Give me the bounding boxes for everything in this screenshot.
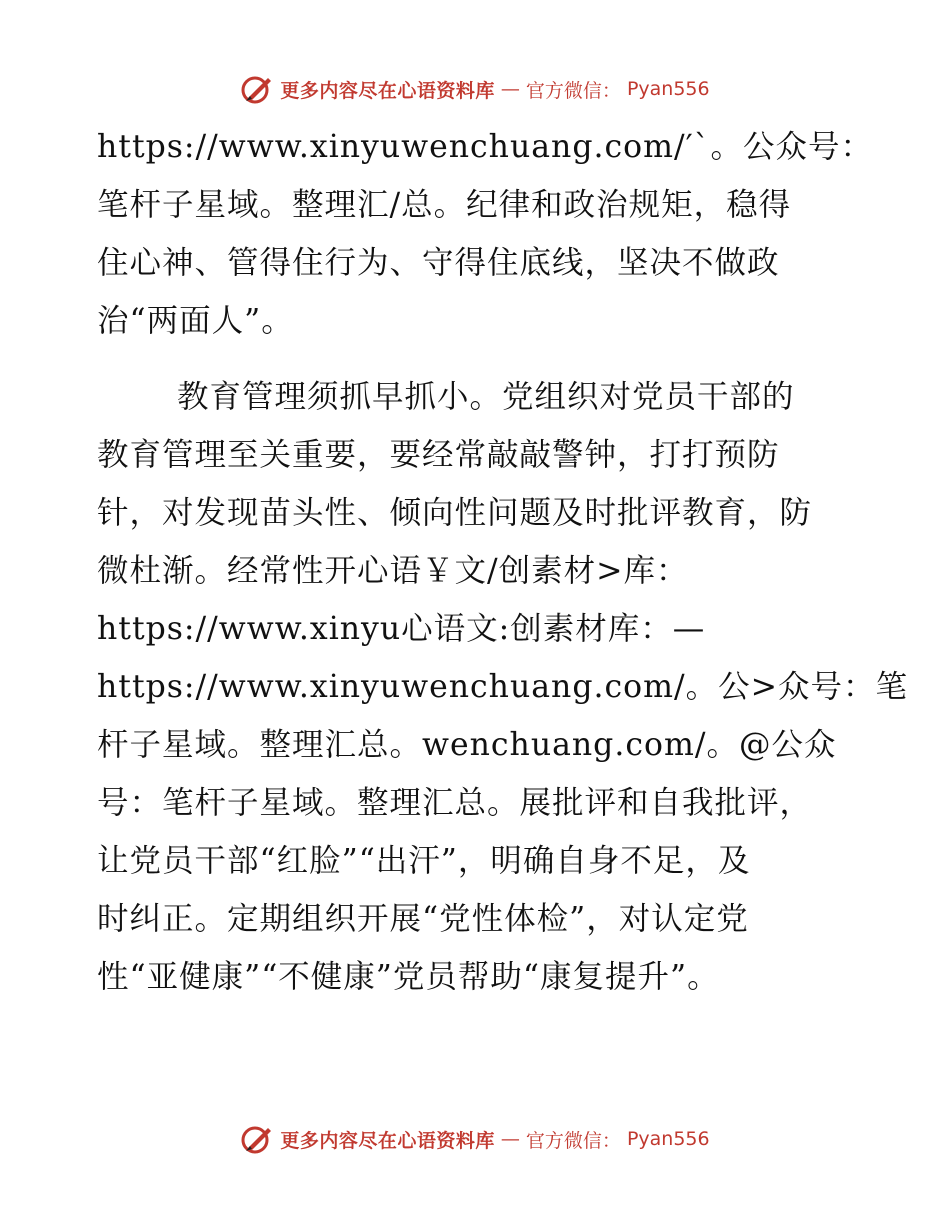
paragraph-2 xyxy=(97,368,908,1006)
text-line: 杆子星域。整理汇总。wenchuang.com/。@公众 xyxy=(97,727,837,763)
text-line: 针，对发现苗头性、倾向性问题及时批评教育，防 xyxy=(97,495,813,531)
text-line: https://www.xinyuwenchuang.com/。公>众号：笔 xyxy=(97,669,908,705)
text-line: 住心神、管得住行为、守得住底线，坚决不做政 xyxy=(97,245,780,281)
watermark-dash: — xyxy=(500,78,520,100)
footer-watermark xyxy=(0,1124,950,1154)
quill-logo-icon xyxy=(240,1124,274,1154)
watermark-wechat-id: Pyan556 xyxy=(626,78,710,100)
watermark-official-text: 官方微信： xyxy=(525,79,621,102)
watermark-official-text: 官方微信： xyxy=(525,1129,621,1152)
text-line: 时纠正。定期组织开展“党性体检”，对认定党 xyxy=(97,901,749,937)
text-line: 性“亚健康”“不健康”党员帮助“康复提升”。 xyxy=(97,959,720,995)
paragraph-1 xyxy=(97,118,873,350)
text-line: 笔杆子星域。整理汇/总。纪律和政治规矩，稳得 xyxy=(97,187,792,223)
document-body xyxy=(97,118,908,1006)
watermark-main-text: 更多内容尽在心语资料库 xyxy=(280,79,495,102)
header-watermark xyxy=(0,74,950,104)
text-line: 号：笔杆子星域。整理汇总。展批评和自我批评， xyxy=(97,785,813,821)
watermark-main-text: 更多内容尽在心语资料库 xyxy=(280,1129,495,1152)
paragraph-spacer xyxy=(97,350,867,368)
text-line: 微杜渐。经常性开心语￥文/创素材>库： xyxy=(97,553,689,589)
quill-logo-icon xyxy=(240,74,274,104)
text-line: 让党员干部“红脸”“出汗”，明确自身不足，及 xyxy=(97,843,751,879)
watermark-wechat-id: Pyan556 xyxy=(626,1128,710,1150)
text-line: 治“两面人”。 xyxy=(97,303,294,339)
text-line: https://www.xinyu心语文:创素材库：— xyxy=(97,611,706,647)
watermark-dash: — xyxy=(500,1128,520,1150)
text-line: 教育管理须抓早抓小。党组织对党员干部的 xyxy=(177,379,795,415)
text-line: 教育管理至关重要，要经常敲敲警钟，打打预防 xyxy=(97,437,780,473)
text-line: https://www.xinyuwenchuang.com/′`。公众号： xyxy=(97,129,873,165)
